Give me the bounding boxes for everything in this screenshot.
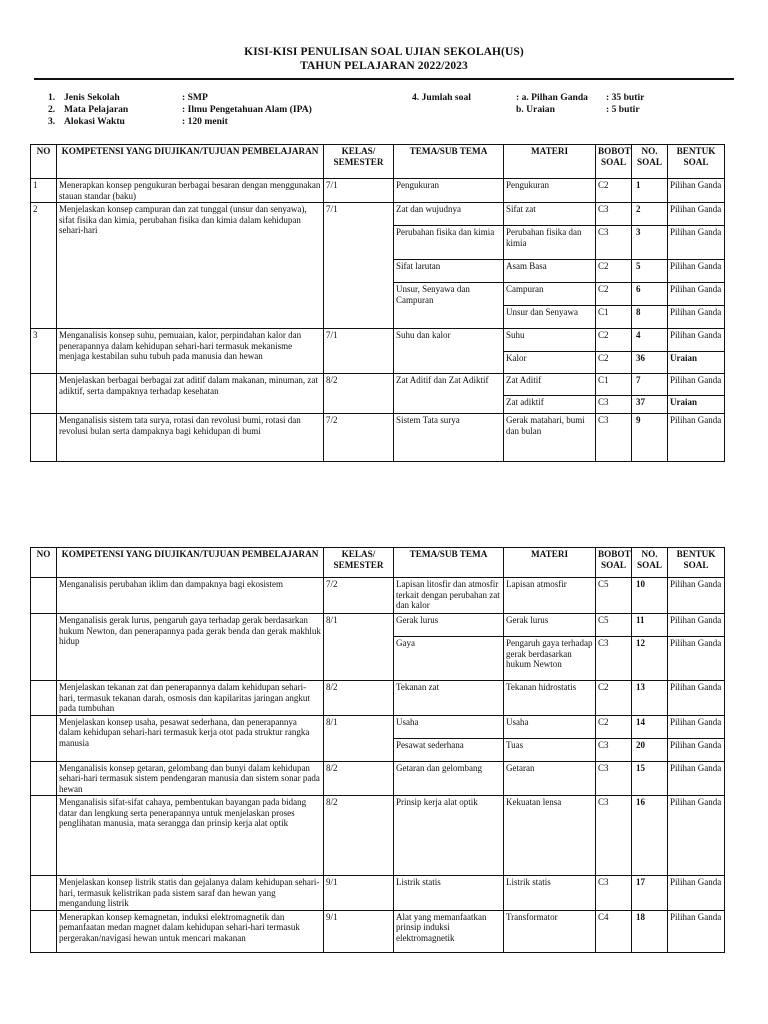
cell-nosoal: 15 bbox=[632, 761, 668, 796]
info-count: : 35 butir bbox=[606, 92, 645, 103]
cell-no bbox=[31, 681, 57, 716]
cell-bobot: C2 bbox=[596, 179, 632, 203]
cell-no: 1 bbox=[31, 179, 57, 203]
cell-bobot: C3 bbox=[596, 414, 632, 462]
header-kelas: KELAS/ SEMESTER bbox=[324, 145, 394, 179]
cell-kompetensi: Menjelaskan konsep campuran dan zat tunggal (unsur dan senyawa), sifat fisika dan kimia, perubahan fisika dan kimia dalam kehidupan sehari-hari bbox=[57, 203, 324, 329]
cell-tema: Prinsip kerja alat optik bbox=[394, 796, 504, 876]
header-no: NO bbox=[31, 548, 57, 578]
cell-tema: Sistem Tata surya bbox=[394, 414, 504, 462]
title-divider bbox=[34, 78, 734, 80]
info-value: : SMP bbox=[182, 92, 208, 103]
cell-nosoal: 20 bbox=[632, 738, 668, 761]
cell-materi: Unsur dan Senyawa bbox=[504, 306, 596, 329]
cell-kelas: 8/1 bbox=[324, 715, 394, 761]
cell-nosoal: 5 bbox=[632, 260, 668, 283]
cell-bentuk: Pilihan Ganda bbox=[668, 578, 725, 614]
info-count: : 5 butir bbox=[606, 104, 640, 115]
document-subtitle: TAHUN PELAJARAN 2022/2023 bbox=[300, 60, 468, 72]
cell-kompetensi: Menerapkan konsep kemagnetan, induksi elektromagnetik dan pemanfaatan medan magnet dalam kehidupan sehari-hari termasuk pergerakan/navigasi hewan untuk mencari makanan bbox=[57, 910, 324, 952]
header-tema: TEMA/SUB TEMA bbox=[394, 548, 504, 578]
table-row bbox=[31, 414, 725, 462]
cell-tema: Unsur, Senyawa dan Campuran bbox=[394, 283, 504, 329]
cell-materi: Suhu bbox=[504, 329, 596, 352]
table-row bbox=[31, 761, 725, 796]
cell-materi: Asam Basa bbox=[504, 260, 596, 283]
cell-bobot: C5 bbox=[596, 578, 632, 614]
cell-tema: Sifat larutan bbox=[394, 260, 504, 283]
header-bentuk: BENTUK SOAL bbox=[668, 145, 725, 179]
cell-kompetensi: Menganalisis konsep suhu, pemuaian, kalor, perpindahan kalor dan penerapannya dalam kehidupan sehari-hari termasuk mekanisme menjaga kestabilan suhu tubuh pada manusia dan hewan bbox=[57, 329, 324, 374]
cell-bentuk: Uraian bbox=[668, 396, 725, 414]
cell-tema: Listrik statis bbox=[394, 876, 504, 911]
header-bentuk: BENTUK SOAL bbox=[668, 548, 725, 578]
cell-kelas: 7/1 bbox=[324, 179, 394, 203]
info-num: 1. bbox=[48, 92, 56, 103]
cell-bentuk: Pilihan Ganda bbox=[668, 910, 725, 952]
cell-materi: Pengaruh gaya terhadap gerak berdasarkan hukum Newton bbox=[504, 637, 596, 681]
table-header-row bbox=[31, 548, 725, 578]
cell-kelas: 9/1 bbox=[324, 876, 394, 911]
cell-materi: Usaha bbox=[504, 715, 596, 738]
cell-bobot: C3 bbox=[596, 396, 632, 414]
info-value: : a. Pilhan Ganda bbox=[516, 92, 588, 103]
table-row bbox=[31, 179, 725, 203]
table-row bbox=[31, 578, 725, 614]
cell-nosoal: 12 bbox=[632, 637, 668, 681]
info-left bbox=[36, 92, 366, 128]
cell-bentuk: Pilihan Ganda bbox=[668, 283, 725, 306]
header-no: NO bbox=[31, 145, 57, 179]
cell-bobot: C4 bbox=[596, 910, 632, 952]
info-row bbox=[36, 116, 366, 128]
cell-nosoal: 18 bbox=[632, 910, 668, 952]
cell-materi: Campuran bbox=[504, 283, 596, 306]
cell-bentuk: Pilihan Ganda bbox=[668, 738, 725, 761]
cell-bobot: C2 bbox=[596, 352, 632, 374]
header-nosoal: NO. SOAL bbox=[632, 548, 668, 578]
cell-tema: Alat yang memanfaatkan prinsip induksi elektromagnetik bbox=[394, 910, 504, 952]
cell-nosoal: 7 bbox=[632, 374, 668, 396]
cell-tema: Gerak lurus bbox=[394, 614, 504, 637]
info-num: 3. bbox=[48, 116, 56, 127]
cell-bentuk: Pilihan Ganda bbox=[668, 226, 725, 260]
table-row bbox=[31, 910, 725, 952]
cell-bobot: C1 bbox=[596, 374, 632, 396]
cell-no bbox=[31, 761, 57, 796]
cell-nosoal: 16 bbox=[632, 796, 668, 876]
cell-materi: Kekuatan lensa bbox=[504, 796, 596, 876]
cell-bobot: C3 bbox=[596, 226, 632, 260]
info-num: 2. bbox=[48, 104, 56, 115]
table-row bbox=[31, 876, 725, 911]
cell-nosoal: 37 bbox=[632, 396, 668, 414]
header-nosoal: NO. SOAL bbox=[632, 145, 668, 179]
info-value: : 120 menit bbox=[182, 116, 228, 127]
cell-tema: Gaya bbox=[394, 637, 504, 681]
info-row bbox=[36, 104, 366, 116]
table-row bbox=[31, 614, 725, 637]
info-label: 4. Jumlah soal bbox=[412, 92, 471, 103]
cell-kelas: 7/1 bbox=[324, 203, 394, 329]
cell-nosoal: 9 bbox=[632, 414, 668, 462]
cell-bentuk: Pilihan Ganda bbox=[668, 796, 725, 876]
cell-kelas: 8/1 bbox=[324, 614, 394, 681]
cell-bentuk: Pilihan Ganda bbox=[668, 179, 725, 203]
cell-tema: Pengukuran bbox=[394, 179, 504, 203]
header-bobot: BOBOT SOAL bbox=[596, 145, 632, 179]
cell-kompetensi: Menjelaskan berbagai berbagai zat aditif dalam makanan, minuman, zat adiktif, serta dampaknya terhadap kesehatan bbox=[57, 374, 324, 414]
cell-tema: Getaran dan gelombang bbox=[394, 761, 504, 796]
cell-bentuk: Pilihan Ganda bbox=[668, 414, 725, 462]
cell-materi: Tuas bbox=[504, 738, 596, 761]
info-value: b. Uraian bbox=[516, 104, 555, 115]
cell-materi: Lapisan atmosfir bbox=[504, 578, 596, 614]
cell-kompetensi: Menjelaskan konsep listrik statis dan gejalanya dalam kehidupan sehari-hari, termasuk kelistrikan pada sistem saraf dan hewan yang mengandung listrik bbox=[57, 876, 324, 911]
cell-kelas: 7/1 bbox=[324, 329, 394, 374]
table-row bbox=[31, 796, 725, 876]
cell-kelas: 9/1 bbox=[324, 910, 394, 952]
cell-materi: Sifat zat bbox=[504, 203, 596, 226]
cell-no bbox=[31, 876, 57, 911]
cell-no bbox=[31, 715, 57, 761]
cell-bobot: C3 bbox=[596, 203, 632, 226]
cell-no bbox=[31, 414, 57, 462]
cell-kelas: 7/2 bbox=[324, 578, 394, 614]
cell-no bbox=[31, 910, 57, 952]
cell-materi: Tekanan hidrostatis bbox=[504, 681, 596, 716]
cell-kompetensi: Menganalisis sistem tata surya, rotasi dan revolusi bumi, rotasi dan revolusi bulan serta dampaknya bagi kehidupan di bumi bbox=[57, 414, 324, 462]
cell-no bbox=[31, 796, 57, 876]
cell-bobot: C2 bbox=[596, 681, 632, 716]
cell-tema: Zat Aditif dan Zat Adiktif bbox=[394, 374, 504, 414]
header-bobot: BOBOT SOAL bbox=[596, 548, 632, 578]
cell-bentuk: Pilihan Ganda bbox=[668, 203, 725, 226]
cell-bentuk: Pilihan Ganda bbox=[668, 637, 725, 681]
cell-materi: Getaran bbox=[504, 761, 596, 796]
cell-nosoal: 1 bbox=[632, 179, 668, 203]
table-row bbox=[31, 681, 725, 716]
info-right bbox=[412, 92, 752, 116]
cell-kompetensi: Menjelaskan tekanan zat dan penerapannya dalam kehidupan sehari-hari, termasuk tekanan darah, osmosis dan kapilaritas jaringan angkut pada tumbuhan bbox=[57, 681, 324, 716]
header-materi: MATERI bbox=[504, 548, 596, 578]
cell-nosoal: 14 bbox=[632, 715, 668, 738]
cell-bobot: C3 bbox=[596, 738, 632, 761]
cell-materi: Gerak lurus bbox=[504, 614, 596, 637]
header-kelas: KELAS/ SEMESTER bbox=[324, 548, 394, 578]
cell-bobot: C2 bbox=[596, 715, 632, 738]
cell-nosoal: 2 bbox=[632, 203, 668, 226]
cell-bentuk: Pilihan Ganda bbox=[668, 876, 725, 911]
cell-no: 3 bbox=[31, 329, 57, 374]
cell-tema: Usaha bbox=[394, 715, 504, 738]
cell-bobot: C3 bbox=[596, 637, 632, 681]
info-label: Alokasi Waktu bbox=[64, 116, 125, 127]
cell-nosoal: 36 bbox=[632, 352, 668, 374]
header-kompetensi: KOMPETENSI YANG DIUJIKAN/TUJUAN PEMBELAJARAN bbox=[57, 145, 324, 179]
cell-kompetensi: Menganalisis konsep getaran, gelombang dan bunyi dalam kehidupan sehari-hari termasuk sistem pendengaran manusia dan sistem sonar pada hewan bbox=[57, 761, 324, 796]
cell-bentuk: Pilihan Ganda bbox=[668, 614, 725, 637]
cell-bobot: C5 bbox=[596, 614, 632, 637]
cell-materi: Kalor bbox=[504, 352, 596, 374]
cell-kompetensi: Menerapkan konsep pengukuran berbagai besaran dengan menggunakan stauan standar (baku) bbox=[57, 179, 324, 203]
cell-materi: Zat Aditif bbox=[504, 374, 596, 396]
cell-bentuk: Pilihan Ganda bbox=[668, 715, 725, 738]
cell-kelas: 8/2 bbox=[324, 761, 394, 796]
cell-no bbox=[31, 578, 57, 614]
cell-nosoal: 6 bbox=[632, 283, 668, 306]
cell-bobot: C2 bbox=[596, 283, 632, 306]
cell-nosoal: 13 bbox=[632, 681, 668, 716]
cell-bentuk: Pilihan Ganda bbox=[668, 329, 725, 352]
cell-nosoal: 3 bbox=[632, 226, 668, 260]
cell-bentuk: Uraian bbox=[668, 352, 725, 374]
cell-bentuk: Pilihan Ganda bbox=[668, 260, 725, 283]
info-value: : Ilmu Pengetahuan Alam (IPA) bbox=[182, 104, 312, 115]
cell-kompetensi: Menganalisis sifat-sifat cahaya, pembentukan bayangan pada bidang datar dan lengkung serta penerapannya untuk menjelaskan proses penglihatan manusia, mata serangga dan prinsip kerja alat optik bbox=[57, 796, 324, 876]
cell-tema: Pesawat sederhana bbox=[394, 738, 504, 761]
info-row bbox=[412, 104, 752, 116]
cell-bobot: C2 bbox=[596, 260, 632, 283]
table-row bbox=[31, 203, 725, 226]
blueprint-table-1 bbox=[30, 144, 725, 462]
document-title: KISI-KISI PENULISAN SOAL UJIAN SEKOLAH(US) bbox=[244, 46, 524, 58]
cell-kompetensi: Menjelaskan konsep usaha, pesawat sederhana, dan penerapannya dalam kehidupan sehari-hari termasuk kerja otot pada struktur rangka manusia bbox=[57, 715, 324, 761]
info-row bbox=[36, 92, 366, 104]
cell-kelas: 8/2 bbox=[324, 796, 394, 876]
cell-bentuk: Pilihan Ganda bbox=[668, 761, 725, 796]
cell-bentuk: Pilihan Ganda bbox=[668, 374, 725, 396]
cell-nosoal: 17 bbox=[632, 876, 668, 911]
cell-tema: Lapisan litosfir dan atmosfir terkait dengan perubahan zat dan kalor bbox=[394, 578, 504, 614]
cell-bobot: C3 bbox=[596, 796, 632, 876]
cell-bentuk: Pilihan Ganda bbox=[668, 306, 725, 329]
table-row bbox=[31, 374, 725, 396]
header-kompetensi: KOMPETENSI YANG DIUJIKAN/TUJUAN PEMBELAJARAN bbox=[57, 548, 324, 578]
cell-bobot: C1 bbox=[596, 306, 632, 329]
cell-tema: Perubahan fisika dan kimia bbox=[394, 226, 504, 260]
info-row bbox=[412, 92, 752, 104]
cell-materi: Transformator bbox=[504, 910, 596, 952]
cell-tema: Suhu dan kalor bbox=[394, 329, 504, 374]
cell-bobot: C2 bbox=[596, 329, 632, 352]
cell-kompetensi: Menganalisis perubahan iklim dan dampaknya bagi ekosistem bbox=[57, 578, 324, 614]
info-label: Mata Pelajaran bbox=[64, 104, 129, 115]
header-materi: MATERI bbox=[504, 145, 596, 179]
cell-kelas: 8/2 bbox=[324, 374, 394, 414]
table-row bbox=[31, 715, 725, 738]
cell-no: 2 bbox=[31, 203, 57, 329]
cell-bobot: C3 bbox=[596, 876, 632, 911]
cell-materi: Pengukuran bbox=[504, 179, 596, 203]
cell-kelas: 7/2 bbox=[324, 414, 394, 462]
cell-materi: Gerak matahari, bumi dan bulan bbox=[504, 414, 596, 462]
cell-materi: Zat adiktif bbox=[504, 396, 596, 414]
cell-materi: Listrik statis bbox=[504, 876, 596, 911]
cell-tema: Zat dan wujudnya bbox=[394, 203, 504, 226]
cell-kompetensi: Menganalisis gerak lurus, pengaruh gaya terhadap gerak berdasarkan hukum Newton, dan penerapannya pada gerak benda dan gerak makhluk hidup bbox=[57, 614, 324, 681]
cell-nosoal: 11 bbox=[632, 614, 668, 637]
cell-tema: Tekanan zat bbox=[394, 681, 504, 716]
cell-nosoal: 10 bbox=[632, 578, 668, 614]
cell-bobot: C3 bbox=[596, 761, 632, 796]
cell-nosoal: 4 bbox=[632, 329, 668, 352]
cell-no bbox=[31, 614, 57, 681]
cell-kelas: 8/2 bbox=[324, 681, 394, 716]
table-header-row bbox=[31, 145, 725, 179]
blueprint-table-2 bbox=[30, 547, 725, 953]
header-tema: TEMA/SUB TEMA bbox=[394, 145, 504, 179]
cell-materi: Perubahan fisika dan kimia bbox=[504, 226, 596, 260]
cell-nosoal: 8 bbox=[632, 306, 668, 329]
info-label: Jenis Sekolah bbox=[64, 92, 120, 103]
table-row bbox=[31, 329, 725, 352]
cell-no bbox=[31, 374, 57, 414]
cell-bentuk: Pilihan Ganda bbox=[668, 681, 725, 716]
